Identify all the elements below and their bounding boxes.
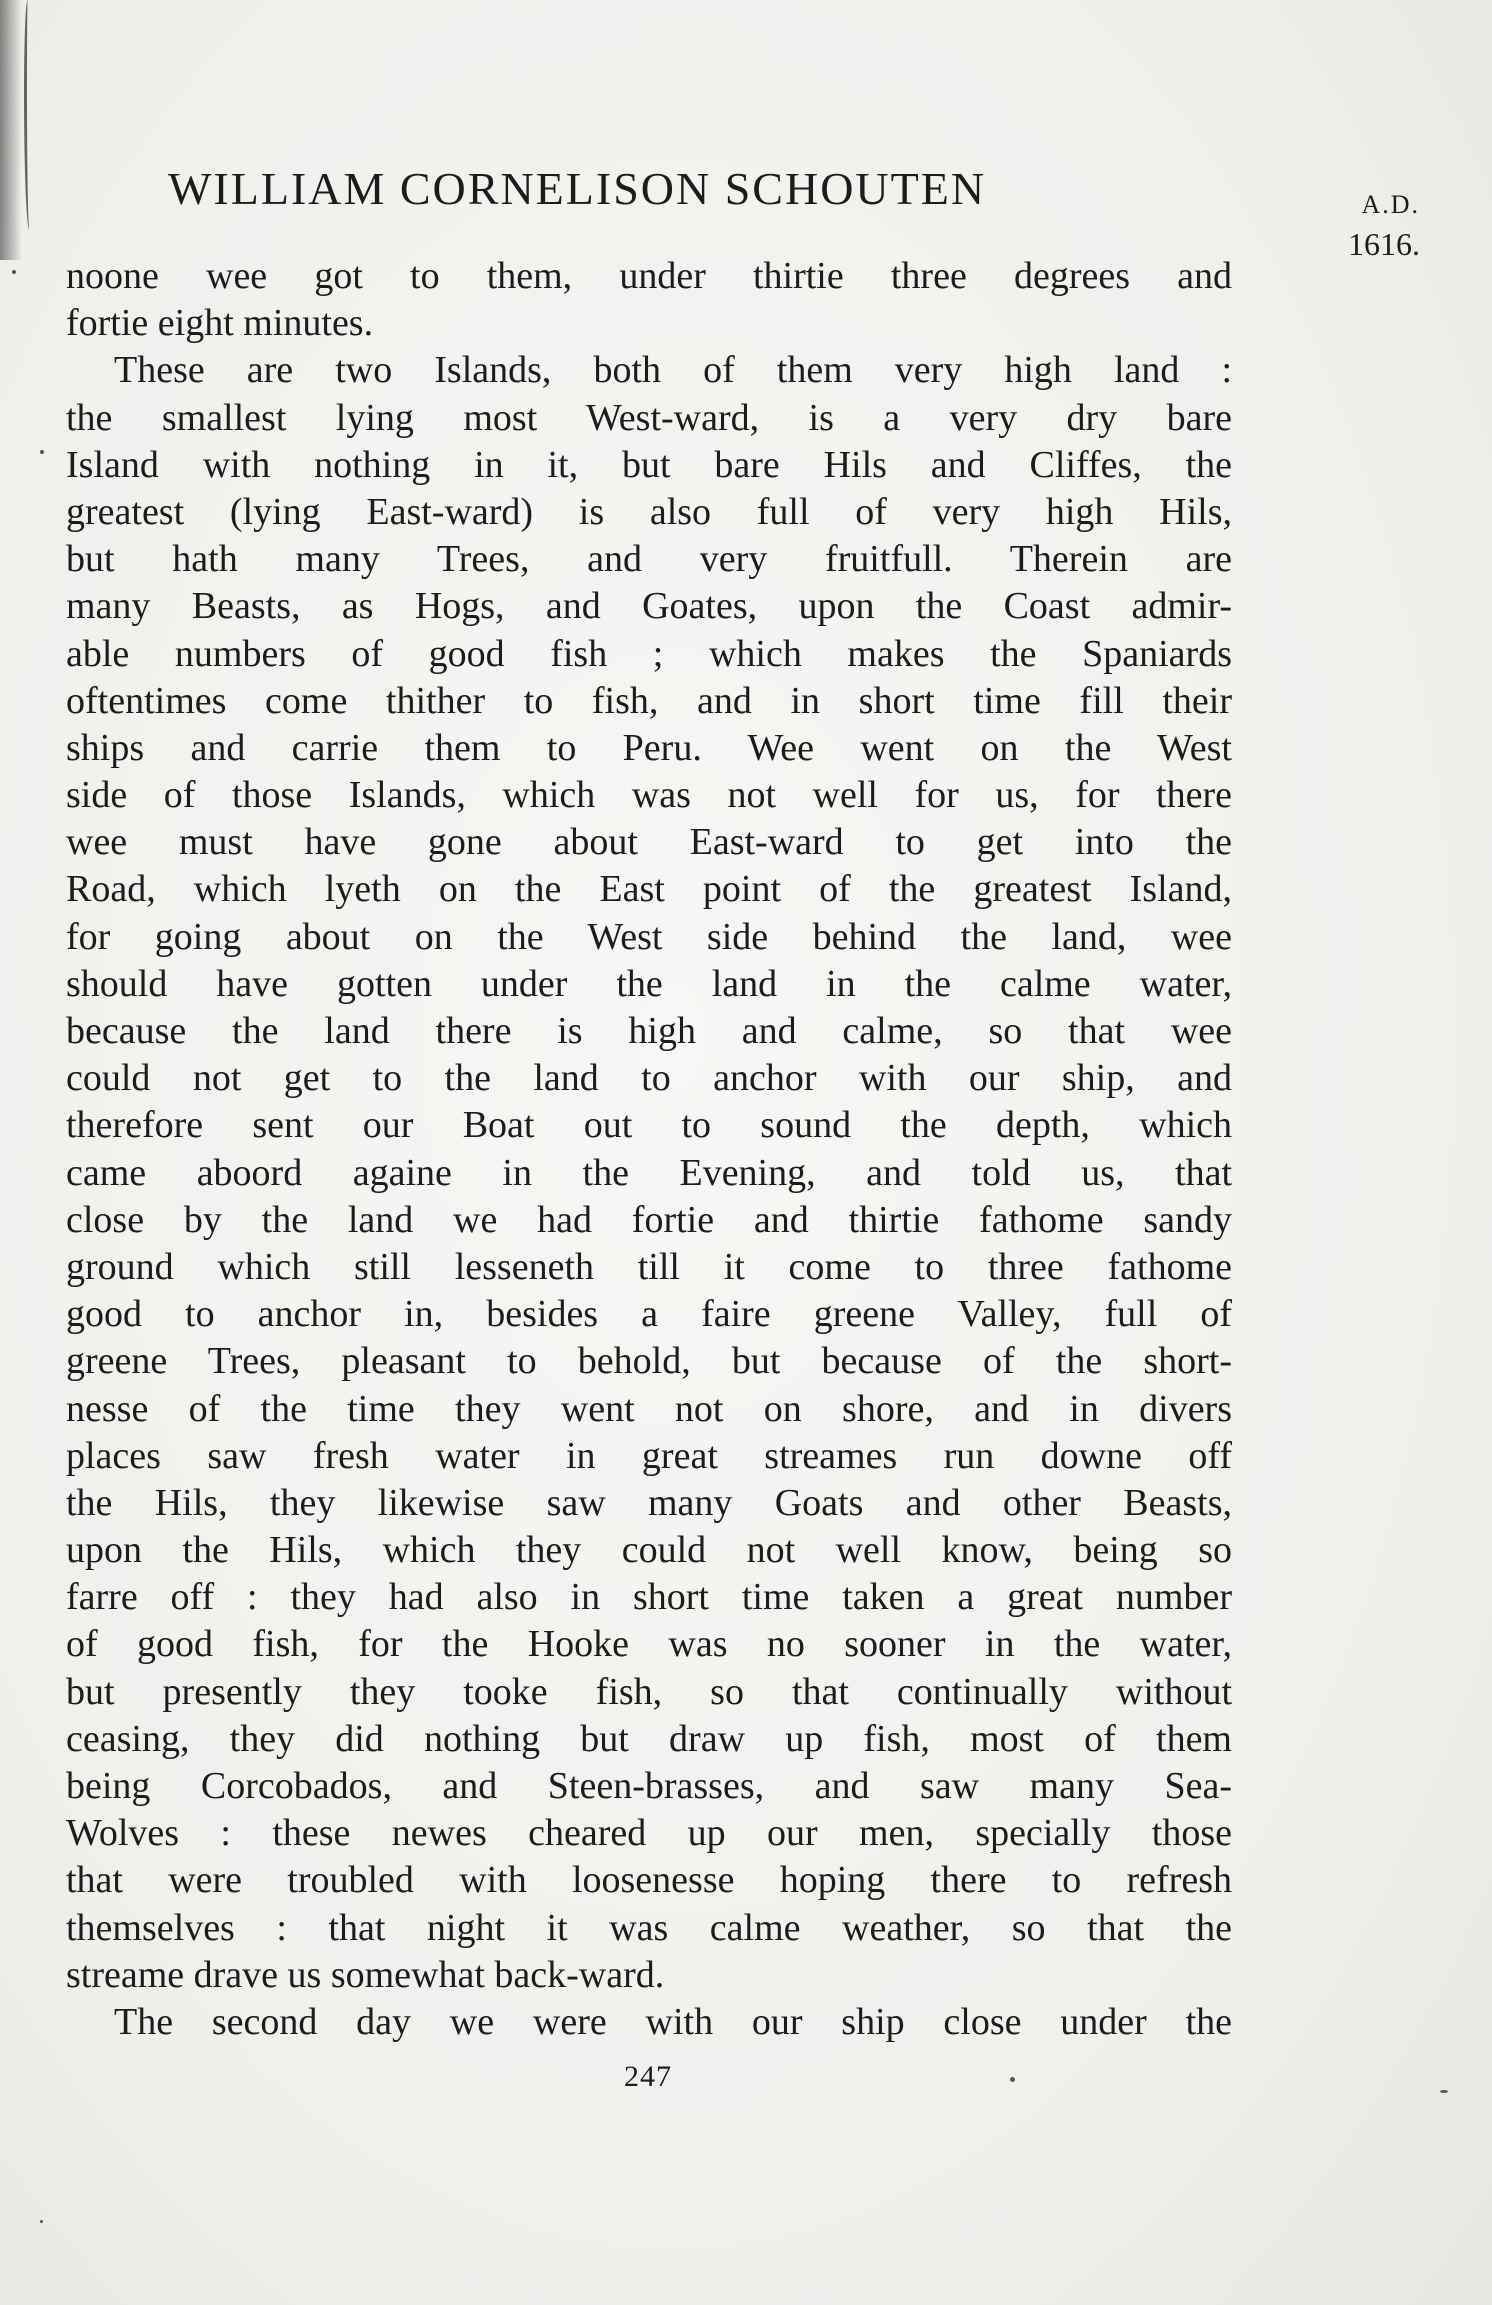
text-line: greene Trees, pleasant to behold, but because of the short- (66, 1340, 1232, 1383)
text-line: for going about on the West side behind the land, wee (66, 915, 1232, 958)
binding-shadow (0, 0, 22, 260)
margin-note-era: A.D. (1361, 190, 1420, 219)
paragraph (66, 1999, 1232, 2046)
paragraph (66, 347, 1232, 1999)
text-line: the smallest lying most West-ward, is a very dry bare (66, 396, 1232, 439)
text-line: Road, which lyeth on the East point of the greatest Island, (66, 868, 1232, 911)
text-line: ceasing, they did nothing but draw up fish, most of them (66, 1717, 1232, 1760)
text-line: many Beasts, as Hogs, and Goates, upon the Coast admir- (66, 585, 1232, 628)
text-line: ships and carrie them to Peru. Wee went on the West (66, 726, 1232, 769)
text-line: wee must have gone about East-ward to get into the (66, 821, 1232, 864)
text-line: These are two Islands, both of them very high land : (114, 349, 1232, 392)
text-line: streame drave us somewhat back-ward. (66, 1953, 665, 1996)
text-line: The second day we were with our ship close under the (114, 2000, 1232, 2043)
text-line: side of those Islands, which was not well for us, for there (66, 774, 1232, 817)
text-line: able numbers of good fish ; which makes the Spaniards (66, 632, 1232, 675)
text-line: could not get to the land to anchor with our ship, and (66, 1057, 1232, 1100)
text-line: came aboord againe in the Evening, and told us, that (66, 1151, 1232, 1194)
text-line: ground which still lesseneth till it come to three fathome (66, 1245, 1232, 1288)
body-text (66, 253, 1232, 2046)
text-line: of good fish, for the Hooke was no sooner in the water, (66, 1623, 1232, 1666)
text-line: Island with nothing in it, but bare Hils and Cliffes, the (66, 443, 1232, 486)
page-number: 247 (624, 2060, 672, 2093)
scan-speck (1440, 2090, 1448, 2093)
text-line: Wolves : these newes cheared up our men, specially those (66, 1812, 1232, 1855)
text-line: oftentimes come thither to fish, and in short time fill their (66, 679, 1232, 722)
text-line: upon the Hils, which they could not well know, being so (66, 1529, 1232, 1572)
text-line: therefore sent our Boat out to sound the depth, which (66, 1104, 1232, 1147)
paragraph (66, 253, 1232, 347)
running-head: WILLIAM CORNELISON SCHOUTEN (168, 163, 987, 214)
text-line: nesse of the time they went not on shore, and in divers (66, 1387, 1232, 1430)
text-line: close by the land we had fortie and thirtie fathome sandy (66, 1198, 1232, 1241)
text-line: farre off : they had also in short time taken a great number (66, 1576, 1232, 1619)
text-line: fortie eight minutes. (66, 302, 374, 345)
text-line: because the land there is high and calme, so that wee (66, 1010, 1232, 1052)
scan-speck (12, 270, 16, 274)
text-line: but hath many Trees, and very fruitfull. Therein are (66, 538, 1232, 581)
scan-speck (40, 450, 44, 454)
text-line: noone wee got to them, under thirtie three degrees and (66, 255, 1232, 297)
scan-speck (1010, 2077, 1015, 2082)
text-line: that were troubled with loosenesse hoping there to refresh (66, 1859, 1232, 1902)
margin-note-year: 1616. (1348, 226, 1420, 262)
binding-edge (24, 0, 33, 230)
text-line: the Hils, they likewise saw many Goats and other Beasts, (66, 1481, 1232, 1524)
text-line: good to anchor in, besides a faire greene Valley, full of (66, 1293, 1232, 1336)
text-line: themselves : that night it was calme weather, so that the (66, 1906, 1232, 1949)
text-line: being Corcobados, and Steen-brasses, and saw many Sea- (66, 1765, 1232, 1807)
text-line: places saw fresh water in great streames run downe off (66, 1434, 1232, 1477)
text-line: should have gotten under the land in the calme water, (66, 962, 1232, 1005)
text-line: but presently they tooke fish, so that continually without (66, 1670, 1232, 1713)
text-line: greatest (lying East-ward) is also full of very high Hils, (66, 490, 1232, 533)
scan-speck (40, 2220, 43, 2223)
